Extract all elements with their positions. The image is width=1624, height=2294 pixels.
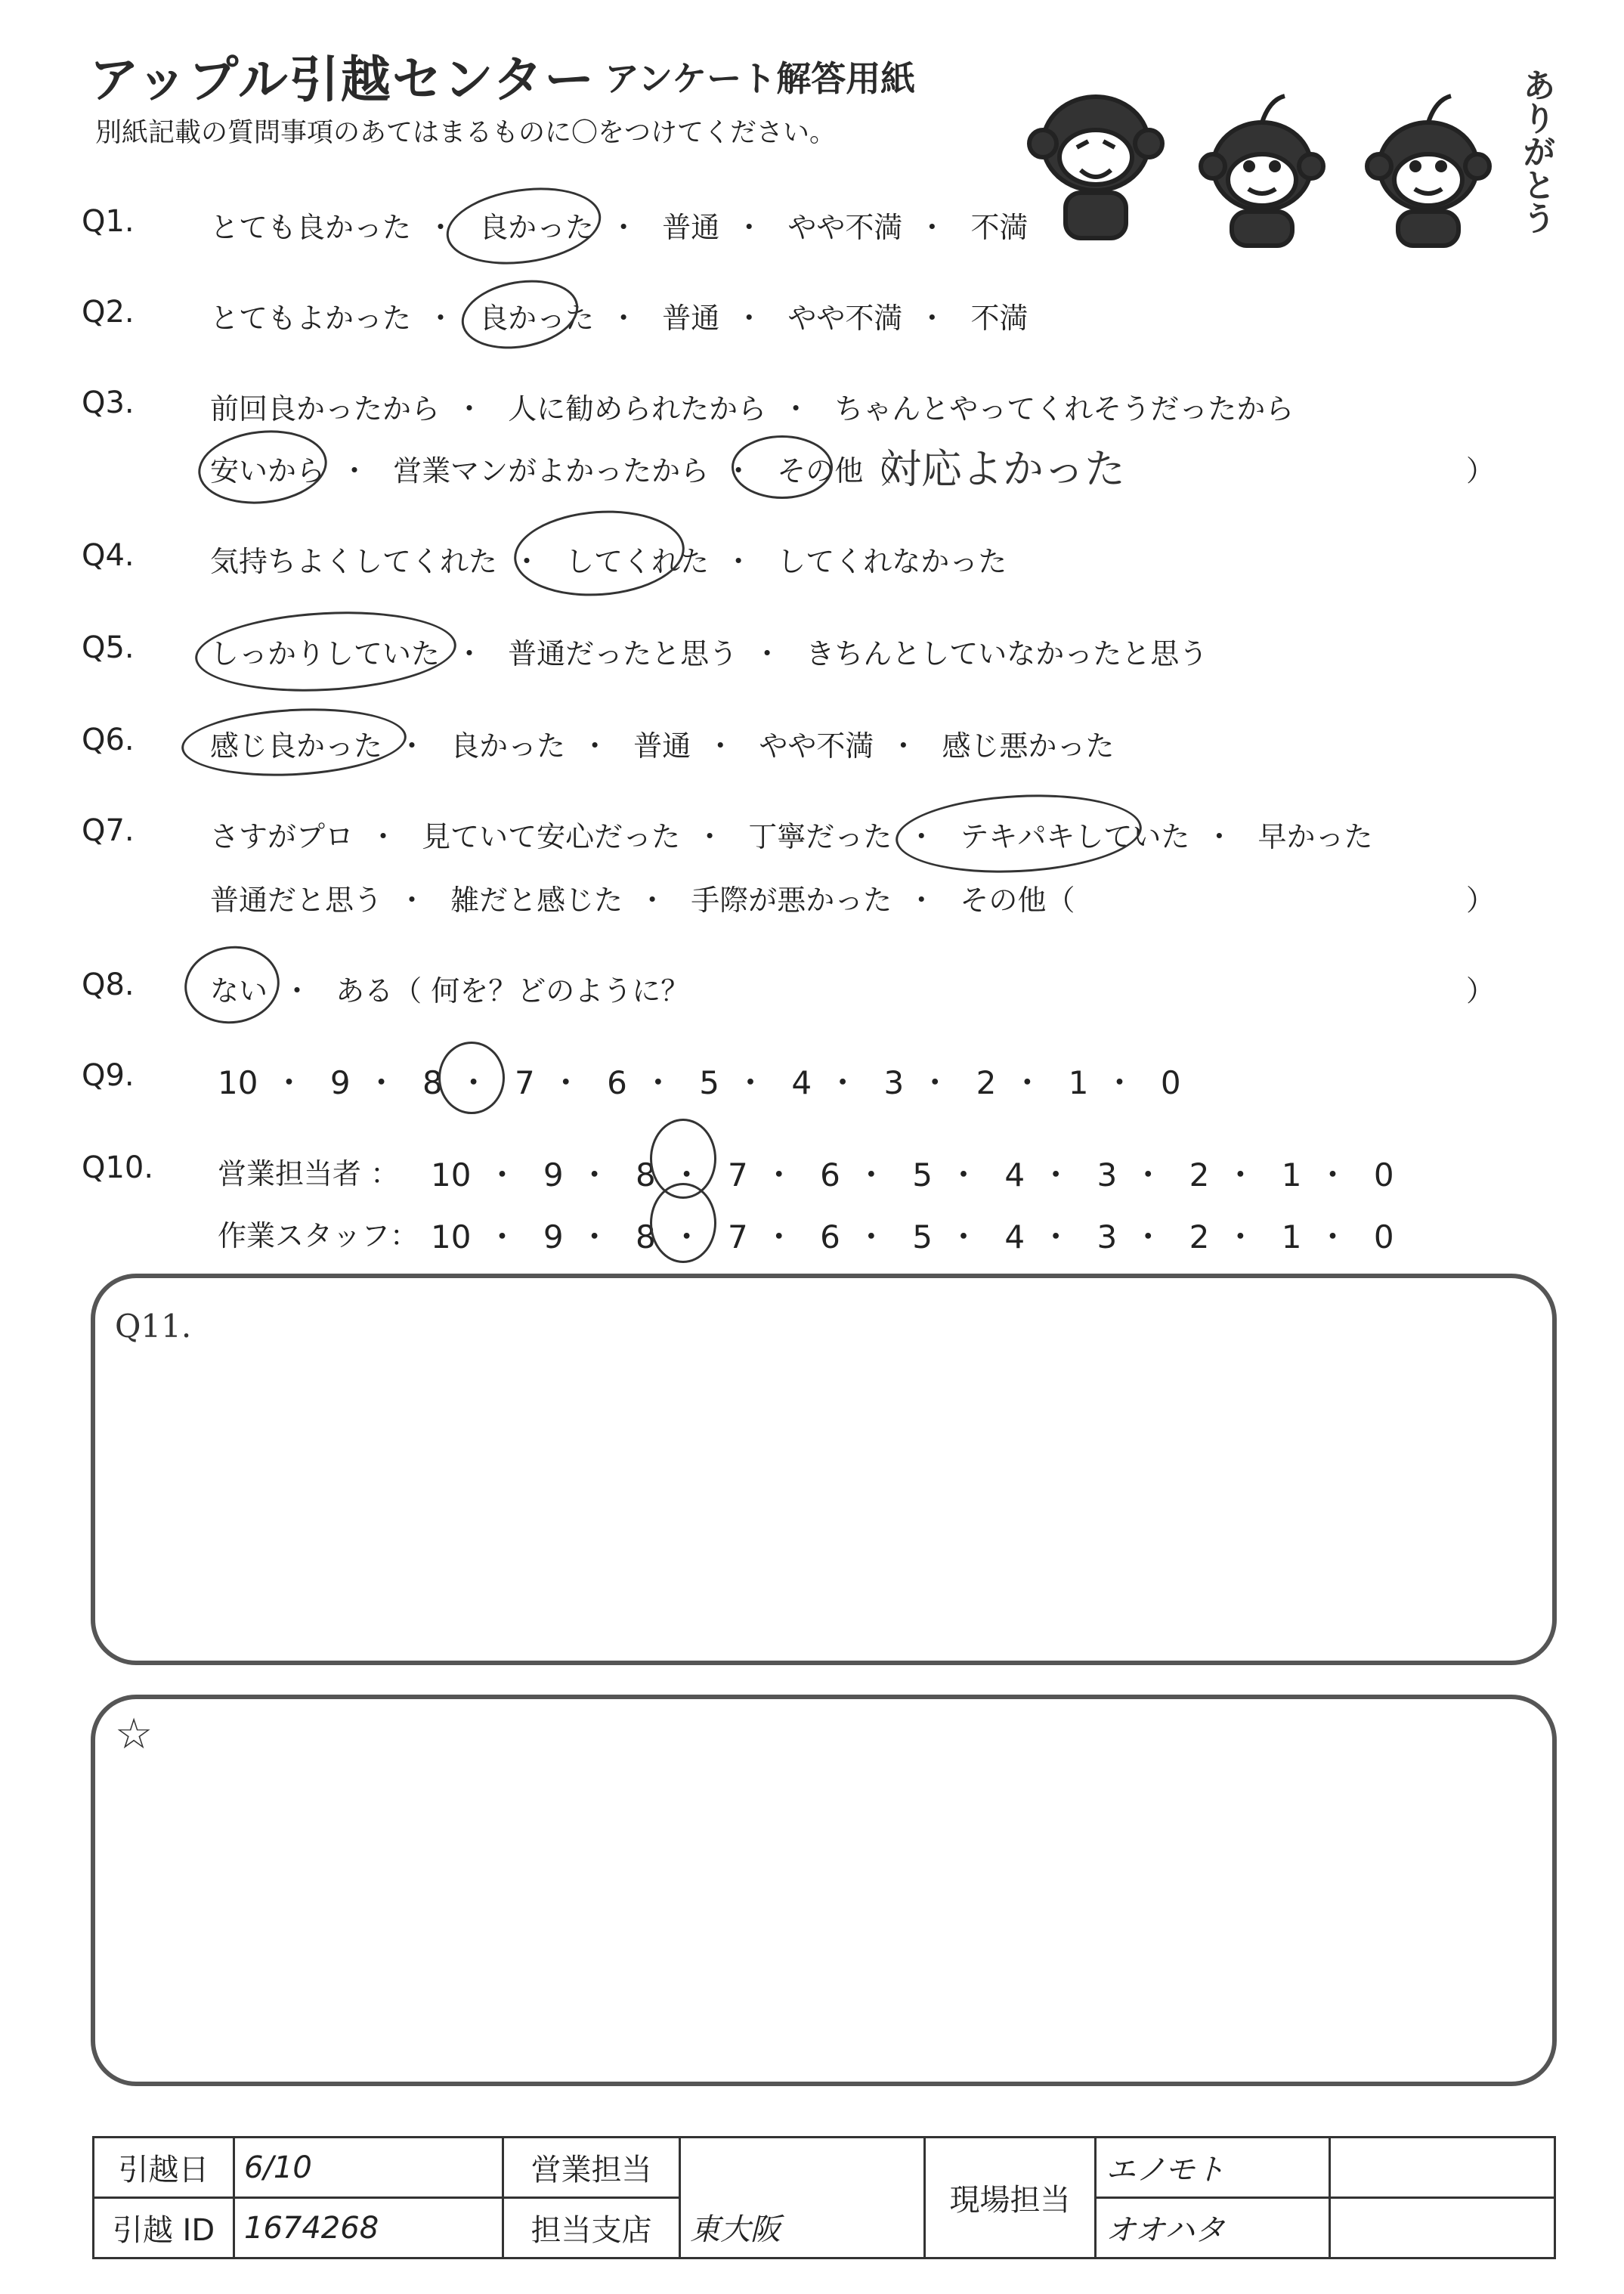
move-date-label: 引越日 [94, 2138, 234, 2198]
q10-staff-score[interactable]: 4 [1004, 1218, 1025, 1255]
q8-selection-circle [180, 940, 285, 1030]
branch-label: 担当支店 [503, 2198, 680, 2258]
q10-staff-score[interactable]: 2 [1189, 1218, 1210, 1255]
q10-sales-score[interactable]: 7 [728, 1156, 748, 1193]
q7-option[interactable]: 手際が悪かった [691, 884, 892, 917]
q9-score[interactable]: 8 [422, 1064, 443, 1101]
q5-option[interactable]: きちんとしていなかったと思う [806, 637, 1208, 670]
q7-option[interactable]: 丁寧だった [748, 820, 892, 853]
q11-comment-box[interactable] [91, 1274, 1557, 1665]
q4-options: 気持ちよくしてくれた ・ してくれた ・ してくれなかった [210, 545, 1007, 578]
q10-staff-selection-circle [650, 1183, 716, 1263]
q3-selection-circle-2 [732, 435, 833, 499]
q10-staff-score[interactable]: 1 [1281, 1218, 1302, 1255]
q7-option[interactable]: その他（ [960, 884, 1075, 917]
q7-options-line1: さすがプロ ・ 見ていて安心だった ・ 丁寧だった ・ テキパキしていた ・ 早かった [210, 820, 1373, 853]
q4-option[interactable]: してくれた [565, 545, 710, 578]
q10-sales-scale: 10 ・ 9 ・ 8 ・ 7 ・ 6 ・ 5 ・ 4 ・ 3 ・ 2 ・ 1 ・ 0 [431, 1156, 1394, 1193]
q9-scale: 10 ・ 9 ・ 8 ・ 7 ・ 6 ・ 5 ・ 4 ・ 3 ・ 2 ・ 1 ・ 0 [218, 1064, 1181, 1101]
q7-selection-circle [894, 789, 1144, 879]
q8-label: Q8. [82, 967, 135, 1002]
move-id-label: 引越 ID [94, 2198, 234, 2258]
q1-option[interactable]: 普通 [662, 211, 720, 244]
q10-staff-score[interactable]: 5 [912, 1218, 933, 1255]
q3-selection-circle-1 [194, 424, 330, 509]
q3-option[interactable]: ちゃんとやってくれそうだったから [834, 392, 1295, 426]
star-comment-box[interactable] [91, 1695, 1557, 2086]
q3-option[interactable]: 営業マンがよかったから [393, 454, 710, 488]
onsite-label: 現場担当 [925, 2138, 1096, 2258]
q6-option[interactable]: 感じ良かった [210, 729, 383, 763]
q6-options: 感じ良かった ・ 良かった ・ 普通 ・ やや不満 ・ 感じ悪かった [210, 729, 1115, 763]
q7-label: Q7. [82, 813, 135, 848]
q10-sales-score[interactable]: 4 [1004, 1156, 1025, 1193]
q9-score[interactable]: 9 [329, 1064, 351, 1101]
q6-option[interactable]: やや不満 [759, 729, 874, 763]
q10-staff-score[interactable]: 6 [820, 1218, 840, 1255]
q10-sales-label: 営業担当者 ： [218, 1157, 400, 1190]
q7-option[interactable]: 早かった [1257, 820, 1373, 853]
q10-sales-score[interactable]: 8 [635, 1156, 656, 1193]
move-id-value[interactable]: 1674268 [234, 2198, 503, 2258]
q3-options-line1: 前回良かったから ・ 人に勧められたから ・ ちゃんとやってくれそうだったから [210, 392, 1295, 426]
q5-label: Q5. [82, 630, 135, 665]
q1-label: Q1. [82, 204, 135, 239]
q10-sales-score[interactable]: 0 [1373, 1156, 1394, 1193]
q6-option[interactable]: 感じ悪かった [942, 729, 1115, 763]
q8-option[interactable]: ない [210, 974, 268, 1008]
star-icon: ☆ [115, 1710, 153, 1759]
q2-option[interactable]: とてもよかった [210, 302, 412, 335]
q3-other-handwritten: 対応よかった [880, 445, 1125, 493]
q2-option[interactable]: 普通 [662, 302, 720, 335]
q11-label: Q11. [115, 1308, 192, 1345]
q9-score[interactable]: 2 [976, 1064, 997, 1101]
q5-selection-circle [193, 605, 459, 698]
q6-option[interactable]: 良かった [450, 729, 566, 763]
q3-close-paren: ） [1466, 454, 1496, 488]
q9-score[interactable]: 7 [515, 1064, 535, 1101]
q1-selection-circle [441, 178, 606, 274]
footer-info-table [92, 2136, 1556, 2259]
q10-sales-score[interactable]: 6 [820, 1156, 840, 1193]
q1-option[interactable]: とても良かった [210, 211, 412, 244]
q4-option[interactable]: 気持ちよくしてくれた [210, 545, 498, 578]
q9-score[interactable]: 1 [1068, 1064, 1089, 1101]
q10-staff-label: 作業スタッフ： [218, 1219, 419, 1252]
q10-sales-score[interactable]: 3 [1097, 1156, 1118, 1193]
q3-option[interactable]: 前回良かったから [210, 392, 441, 426]
sales-value[interactable] [680, 2138, 925, 2198]
onsite-value-1[interactable]: エノモト [1096, 2138, 1330, 2198]
q3-option[interactable]: 人に勧められたから [508, 392, 767, 426]
q10-staff-score[interactable]: 8 [635, 1218, 656, 1255]
q7-options-line2: 普通だと思う ・ 雑だと感じた ・ 手際が悪かった ・ その他（ [210, 884, 1075, 917]
q7-option[interactable]: テキパキしていた [960, 820, 1190, 853]
q10-staff-score[interactable]: 0 [1373, 1218, 1394, 1255]
q8-options: ない ・ ある（ 何を？どのように？ [210, 974, 690, 1008]
q4-option[interactable]: してくれなかった [777, 545, 1007, 578]
q6-option[interactable]: 普通 [633, 729, 691, 763]
q10-sales-score[interactable]: 1 [1281, 1156, 1302, 1193]
mascot-monkeys-illustration [1013, 53, 1542, 249]
q2-selection-circle [456, 271, 584, 358]
q2-option[interactable]: 良かった [479, 302, 595, 335]
q2-options: とてもよかった ・ 良かった ・ 普通 ・ やや不満 ・ 不満 [210, 302, 1029, 335]
q5-option[interactable]: 普通だったと思う [508, 637, 738, 670]
q9-score[interactable]: 4 [791, 1064, 812, 1101]
q8-option[interactable]: ある（ 何を？どのように？ [336, 974, 690, 1008]
q10-sales-score[interactable]: 9 [543, 1156, 564, 1193]
q3-option[interactable]: 安いから [210, 454, 326, 488]
move-date-value[interactable]: 6/10 [234, 2138, 503, 2198]
form-subtitle: アンケート解答用紙 [605, 58, 916, 99]
q1-option[interactable]: やや不満 [787, 211, 903, 244]
q10-sales-score[interactable]: 10 [431, 1156, 472, 1193]
q6-label: Q6. [82, 723, 135, 757]
q10-label: Q10. [82, 1150, 154, 1185]
q5-options: しっかりしていた ・ 普通だったと思う ・ きちんとしていなかったと思う [210, 637, 1208, 670]
q7-option[interactable]: さすがプロ [210, 820, 354, 853]
q9-score[interactable]: 5 [699, 1064, 719, 1101]
form-instruction: 別紙記載の質問事項のあてはまるものに〇をつけてください。 [95, 118, 837, 148]
q10-sales-score[interactable]: 5 [912, 1156, 933, 1193]
q7-close-paren: ） [1466, 884, 1496, 917]
q1-option[interactable]: 不満 [970, 211, 1029, 244]
q4-selection-circle [511, 505, 687, 601]
q1-options: とても良かった ・ 良かった ・ 普通 ・ やや不満 ・ 不満 [210, 211, 1029, 244]
q10-staff-score[interactable]: 9 [543, 1218, 564, 1255]
q9-selection-circle [438, 1042, 505, 1114]
thanks-text: ありがとう [1517, 68, 1555, 234]
q2-option[interactable]: 不満 [970, 302, 1029, 335]
q3-options-line2: 安いから ・ 営業マンがよかったから ・ その他（ [210, 454, 892, 488]
q4-label: Q4. [82, 538, 135, 573]
q10-staff-score[interactable]: 3 [1097, 1218, 1118, 1255]
q9-label: Q9. [82, 1058, 135, 1093]
q2-label: Q2. [82, 295, 135, 330]
q9-score[interactable]: 0 [1160, 1064, 1181, 1101]
q1-option[interactable]: 良かった [479, 211, 595, 244]
sales-label: 営業担当 [503, 2138, 680, 2198]
q6-selection-circle [180, 703, 408, 781]
q2-option[interactable]: やや不満 [787, 302, 903, 335]
q8-close-paren: ） [1466, 974, 1496, 1008]
q5-option[interactable]: しっかりしていた [210, 637, 441, 670]
q10-staff-score[interactable]: 7 [728, 1218, 748, 1255]
q9-score[interactable]: 6 [607, 1064, 627, 1101]
q10-sales-score[interactable]: 2 [1189, 1156, 1210, 1193]
q3-option[interactable]: その他（ [777, 454, 892, 488]
q9-score[interactable]: 10 [218, 1064, 258, 1101]
q7-option[interactable]: 見ていて安心だった [422, 820, 681, 853]
q10-staff-score[interactable]: 10 [431, 1218, 472, 1255]
q3-label: Q3. [82, 385, 135, 420]
onsite-extra-1[interactable] [1330, 2138, 1555, 2198]
branch-value[interactable]: 東大阪 [680, 2198, 925, 2258]
company-title: アップル引越センター [89, 51, 596, 109]
q7-option[interactable]: 雑だと感じた [450, 884, 623, 917]
onsite-value-2[interactable]: オオハタ [1096, 2198, 1330, 2258]
q9-score[interactable]: 3 [883, 1064, 905, 1101]
onsite-extra-2[interactable] [1330, 2198, 1555, 2258]
q10-staff-scale: 10 ・ 9 ・ 8 ・ 7 ・ 6 ・ 5 ・ 4 ・ 3 ・ 2 ・ 1 ・ 0 [431, 1218, 1394, 1255]
q7-option[interactable]: 普通だと思う [210, 884, 383, 917]
